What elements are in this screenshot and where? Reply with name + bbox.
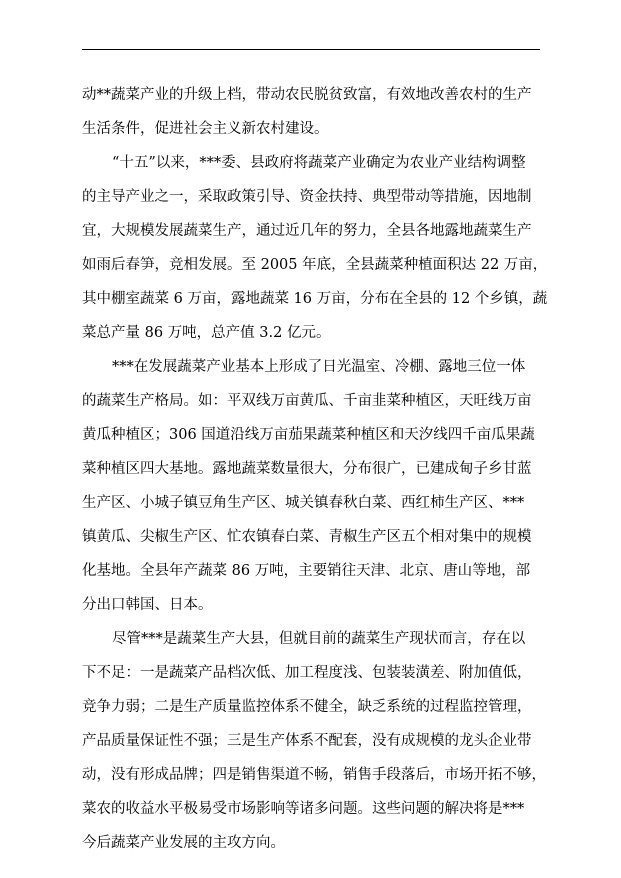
text-line: 竞争力弱；二是生产质量监控体系不健全，缺乏系统的过程监控管理， xyxy=(82,699,532,715)
text-line: 菜总产量 86 万吨，总产值 3.2 亿元。 xyxy=(82,325,331,341)
text-line: 的主导产业之一，采取政策引导、资金扶持、典型带动等措施，因地制 xyxy=(82,189,532,205)
text-line: 黄瓜种植区；306 国道沿线万亩茄果蔬菜种植区和天汐线四千亩瓜果蔬 xyxy=(82,427,535,443)
text-line: “十五”以来，***委、县政府将蔬菜产业确定为农业产业结构调整 xyxy=(112,155,526,171)
text-line: 分出口韩国、日本。 xyxy=(82,597,213,613)
text-line: 生活条件，促进社会主义新农村建设。 xyxy=(82,121,329,137)
text-line: ***在发展蔬菜产业基本上形成了日光温室、冷棚、露地三位一体 xyxy=(112,359,526,375)
text-line: 动**蔬菜产业的升级上档，带动农民脱贫致富，有效地改善农村的生产 xyxy=(82,87,532,103)
text-line: 镇黄瓜、尖椒生产区、忙农镇春白菜、青椒生产区五个相对集中的规模 xyxy=(82,529,532,545)
text-line: 生产区、小城子镇豆角生产区、城关镇春秋白菜、西红柿生产区、*** xyxy=(82,495,525,511)
header-rule xyxy=(82,49,540,50)
text-line: 其中棚室蔬菜 6 万亩，露地蔬菜 16 万亩，分布在全县的 12 个乡镇，蔬 xyxy=(82,291,548,307)
text-line: 下不足：一是蔬菜产品档次低、加工程度浅、包装装潢差、附加值低， xyxy=(82,665,532,681)
text-line: 尽管***是蔬菜生产大县，但就目前的蔬菜生产现状而言，存在以 xyxy=(112,631,526,647)
text-line: 菜农的收益水平极易受市场影响等诸多问题。这些问题的解决将是*** xyxy=(82,801,525,817)
text-line: 产品质量保证性不强；三是生产体系不配套，没有成规模的龙头企业带 xyxy=(82,733,532,749)
text-line: 动，没有形成品牌；四是销售渠道不畅，销售手段落后，市场开拓不够， xyxy=(82,767,546,783)
text-line: 宜，大规模发展蔬菜生产，通过近几年的努力，全县各地露地蔬菜生产 xyxy=(82,223,532,239)
text-line: 菜种植区四大基地。露地蔬菜数量很大，分布很广，已建成甸子乡甘蓝 xyxy=(82,461,532,477)
text-line: 化基地。全县年产蔬菜 86 万吨，主要销往天津、北京、唐山等地，部 xyxy=(82,563,531,579)
text-line: 如雨后春笋，竞相发展。至 2005 年底，全县蔬菜种植面积达 22 万亩， xyxy=(82,257,548,273)
text-line: 的蔬菜生产格局。如：平双线万亩黄瓜、千亩韭菜种植区，天旺线万亩 xyxy=(82,393,532,409)
text-line: 今后蔬菜产业发展的主攻方向。 xyxy=(82,835,285,851)
